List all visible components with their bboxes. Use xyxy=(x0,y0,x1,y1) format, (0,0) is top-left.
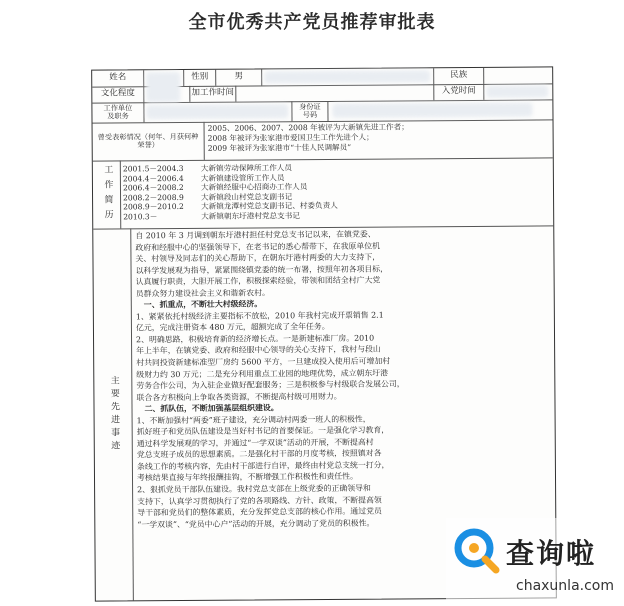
deeds-line: 抓好班子和党员队伍建设是当好村书记的首要保证。一是强化学习教育， xyxy=(136,425,390,437)
redaction-blur xyxy=(332,103,532,118)
deeds-line: 关、村领导及同志们的关心帮助下，在朝东圩港村两委的大力支持下， xyxy=(135,252,381,264)
page-title: 全市优秀共产党员推荐审批表 xyxy=(188,12,436,33)
search-q-icon xyxy=(452,526,500,574)
work-desc: 大新镇朝东圩港村党总支书记 xyxy=(201,210,300,221)
education-label: 文化程度 xyxy=(92,86,144,102)
gender-label: 性别 xyxy=(184,70,216,86)
redaction-blur xyxy=(264,70,430,83)
work-date: 2008.9－2010.2 xyxy=(123,201,184,212)
deeds-line: 1、不断加强村“两委”班子建设，充分调动村两委一班人的积极性， xyxy=(136,414,371,426)
deeds-line: 导干部和党员们的整体素质，充分发挥党总支部的核心作用。通过党员 xyxy=(137,506,382,518)
honors-line: 2009 年被评为张家港市“十佳人民调解员” xyxy=(207,142,352,153)
honors-line: 2008 年被评为张家港市爱国卫生工作先进个人； xyxy=(207,132,374,143)
work-history-list xyxy=(123,161,543,221)
deeds-line: 村共同投资新建标准型厂房约 5600 平方，一旦建成投入使用后可增加村 xyxy=(136,356,391,368)
work-date: 2010.3－ xyxy=(123,211,158,221)
deeds-line: 亿元，完成注册资本 480 万元，超额完成了全年任务。 xyxy=(135,322,330,333)
deeds-line: 年上半年，在镇党委、政府和经服中心领导的关心支持下，我村与段山 xyxy=(136,345,381,356)
ethnicity-value xyxy=(484,67,552,83)
work-history-entry xyxy=(123,209,543,221)
honors-content xyxy=(205,119,550,159)
unit-label xyxy=(92,102,144,122)
work-date: 2008.2－2008.9 xyxy=(123,192,184,202)
work-desc: 大新镇段山村党总支副书记 xyxy=(201,191,293,202)
redaction-blur xyxy=(146,104,288,119)
work-desc: 大新镇劳动保障所工作人员 xyxy=(200,163,292,173)
work-start-value xyxy=(236,84,434,101)
honors-line: 2005、2006、2007、2008 年被评为大新镇先进工作者； xyxy=(207,122,409,133)
deeds-line: 2、狠抓党员干部队伍建设。我村党总支部在上级党委的正确领导和 xyxy=(137,483,371,495)
logo-url: chaxunla.com xyxy=(516,578,614,594)
redaction-blur xyxy=(146,72,180,102)
deeds-line: 自 2010 年 3 月调到朝东圩港村担任村党总支书记以来，在镇党委、 xyxy=(135,229,376,241)
work-date: 2006.4－2008.2 xyxy=(122,182,184,193)
gender-value: 男 xyxy=(216,69,262,85)
deeds-line: 联合各方积极向上争取各类资源，不断提高村级可用财力。 xyxy=(136,391,342,402)
form-row-honors xyxy=(93,119,553,161)
logo-text: 查询啦 xyxy=(506,537,597,570)
id-label xyxy=(292,101,328,121)
deeds-label: 主要先进事迹 xyxy=(93,228,134,600)
deeds-line: 支持下，认真学习贯彻执行了党的各项路线、方针、政策，不断提高领 xyxy=(137,495,382,506)
deeds-line: 劳务合作公司，为入驻企业做好配套服务；三是积极参与村级联合发展公司， xyxy=(136,379,405,391)
deeds-heading: 二、抓队伍，不断加强基层组织建设。 xyxy=(144,403,279,414)
deeds-line: 通过科学发展观的学习，并通过“一学双谈”活动的开展，不断提高村 xyxy=(136,437,374,449)
deeds-line: 1、紧紧依托村级经济主要指标不放松，2010 年我村完成开票销售 2.1 xyxy=(135,310,384,322)
ethnicity-label: 民族 xyxy=(434,68,484,84)
honors-label: 曾受表彰情况（何年、月获何种荣誉） xyxy=(93,122,205,161)
name-label: 姓名 xyxy=(92,70,144,86)
work-desc: 大新镇建设管所工作人员 xyxy=(200,172,285,183)
deeds-heading: 一、抓重点，不断壮大村级经济。 xyxy=(143,299,263,310)
deeds-line: 以科学发展观为指导，紧紧围绕镇党委的统一布署，按照年初各项目标， xyxy=(135,264,389,275)
work-desc: 大新镇经服中心招商办工作人员 xyxy=(200,182,308,192)
work-date: 2001.5－2004.3 xyxy=(122,163,184,174)
work-date: 2004.4－2006.4 xyxy=(122,173,184,183)
deeds-line: 员群众努力建设社会主义和谐新农村。 xyxy=(135,288,270,299)
work-desc: 大新镇龙潭村党总支副书记、村委负责人 xyxy=(201,200,338,211)
unit-label-line1: 工作单位 xyxy=(103,103,133,113)
deeds-line: 级财力约 30 万元；二是充分利用重点工业园的地理优势，成立朝东圩港 xyxy=(136,368,389,379)
deeds-line: “一学双谈”、“党员中心户”活动的开展，充分调动了党员的积极性。 xyxy=(137,518,375,529)
party-join-label: 入党时间 xyxy=(434,84,484,100)
deeds-line: 条线工作的考核内容，先由村干部进行自评，最终由村党总支统一打分， xyxy=(136,460,390,472)
watermark-logo xyxy=(446,518,624,606)
work-history-label: 工作简历 xyxy=(93,160,121,228)
form-row-work-history xyxy=(93,157,553,229)
deeds-content xyxy=(135,227,549,530)
id-label-line1: 身份证 xyxy=(299,102,321,112)
id-label-line2: 号码 xyxy=(302,110,318,120)
deeds-line: 政府和经服中心的坚强领导下，在老书记的悉心帮带下，在我原单位机 xyxy=(135,241,381,252)
deeds-line: 考核结果直接与年终报酬挂钩，不断增强工作积极性和责任性。 xyxy=(136,472,358,483)
deeds-line: 2、明确思路，积极培育新的经济增长点。一是新建标准厂房。2010 xyxy=(136,333,375,345)
unit-label-line2: 及职务 xyxy=(107,111,129,121)
deeds-line: 认真履行职责，大胆开展工作，积极探索经验，带领和团结全村广大党 xyxy=(135,275,381,287)
work-start-label: 加工作时间 xyxy=(190,86,236,102)
redaction-blur xyxy=(486,85,548,97)
deeds-line: 党总支班子成员的思想素质。二是强化村干部的月度考核，按照镇对各 xyxy=(136,448,382,460)
